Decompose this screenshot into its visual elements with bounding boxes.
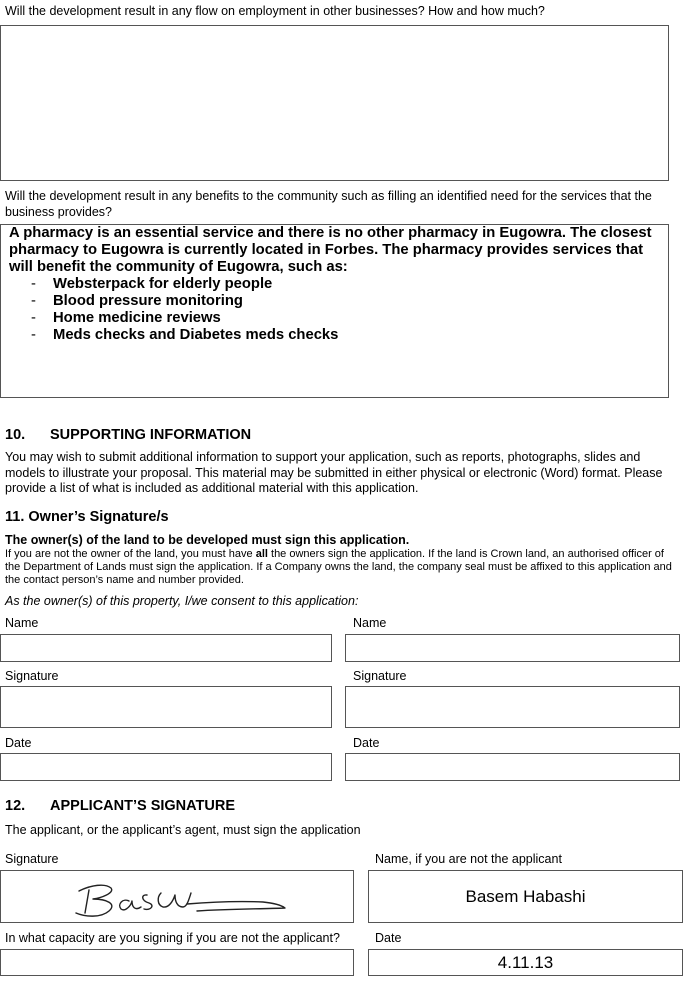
applicant-date-field[interactable]: 4.11.13: [368, 949, 683, 976]
section-12-heading: [5, 798, 235, 814]
section-10-number: 10.: [5, 427, 26, 443]
capacity-label: In what capacity are you signing if you are not the applicant?: [5, 931, 340, 945]
section-10-text: You may wish to submit additional information to support your application, such as reports, photographs, slides and models to illustrate your proposal. This material may be submitted in either physical or electronic (Word) format. Please provide a list of what is included as additional material with this application.: [5, 450, 663, 495]
list-item: - Websterpack for elderly people: [9, 276, 660, 293]
section-11-text-b: the owners sign the application. If the land is Crown land, an authorised officer of the Department of Lands must sign the application. If a Company owns the land, the company seal must be affixed to this application and the contact person’s name and number provided.: [5, 548, 672, 587]
benefits-answer-box[interactable]: [0, 224, 669, 398]
owner2-date-label: Date: [353, 736, 380, 750]
owner2-date-field[interactable]: [345, 753, 680, 781]
owner1-signature-field[interactable]: [0, 686, 332, 728]
owner2-signature-label: Signature: [353, 669, 407, 683]
section-11-title: 11. Owner’s Signature/s: [5, 509, 169, 525]
owner1-name-label: Name: [5, 616, 39, 630]
benefits-list: [9, 276, 660, 344]
applicant-signature-label: Signature: [5, 852, 59, 866]
applicant-name-label: Name, if you are not the applicant: [375, 852, 562, 866]
applicant-signature-field[interactable]: [0, 870, 354, 923]
section-11-text-bold: all: [255, 548, 268, 560]
section-11-bold-line: The owner(s) of the land to be developed must sign this application.: [5, 533, 410, 547]
list-item: - Meds checks and Diabetes meds checks: [9, 327, 660, 344]
section-10-heading: [5, 427, 251, 443]
capacity-field[interactable]: [0, 949, 354, 976]
section-12-title: APPLICANT’S SIGNATURE: [50, 798, 236, 814]
benefits-answer-intro: A pharmacy is an essential service and there is no other pharmacy in Eugowra. The closest pharmacy to Eugowra is currently located in Forbes. The pharmacy provides services that will benefit the community of Eugowra, such as:: [9, 225, 652, 275]
owner1-signature-label: Signature: [5, 669, 59, 683]
question-benefits: Will the development result in any benefits to the community such as filling an identified need for the services that the business provides?: [5, 189, 652, 219]
list-item: - Blood pressure monitoring: [9, 293, 660, 310]
owner1-name-field[interactable]: [0, 634, 332, 662]
applicant-date-label: Date: [375, 931, 402, 945]
section-12-text: The applicant, or the applicant’s agent, must sign the application: [5, 823, 361, 837]
owner2-signature-field[interactable]: [345, 686, 680, 728]
section-10-title: SUPPORTING INFORMATION: [50, 427, 252, 443]
question-employment: Will the development result in any flow on employment in other businesses? How and how much?: [5, 4, 545, 18]
employment-answer-box[interactable]: [0, 25, 669, 181]
owner2-name-field[interactable]: [345, 634, 680, 662]
consent-statement: As the owner(s) of this property, I/we consent to this application:: [5, 594, 359, 608]
applicant-name-field[interactable]: Basem Habashi: [368, 870, 683, 923]
section-11-text: [5, 548, 680, 588]
owner1-date-field[interactable]: [0, 753, 332, 781]
owner2-name-label: Name: [353, 616, 387, 630]
section-11-text-a: If you are not the owner of the land, you must have: [5, 548, 256, 560]
list-item: - Home medicine reviews: [9, 310, 660, 327]
section-12-number: 12.: [5, 798, 26, 814]
owner1-date-label: Date: [5, 736, 32, 750]
handwritten-signature: [1, 871, 355, 924]
